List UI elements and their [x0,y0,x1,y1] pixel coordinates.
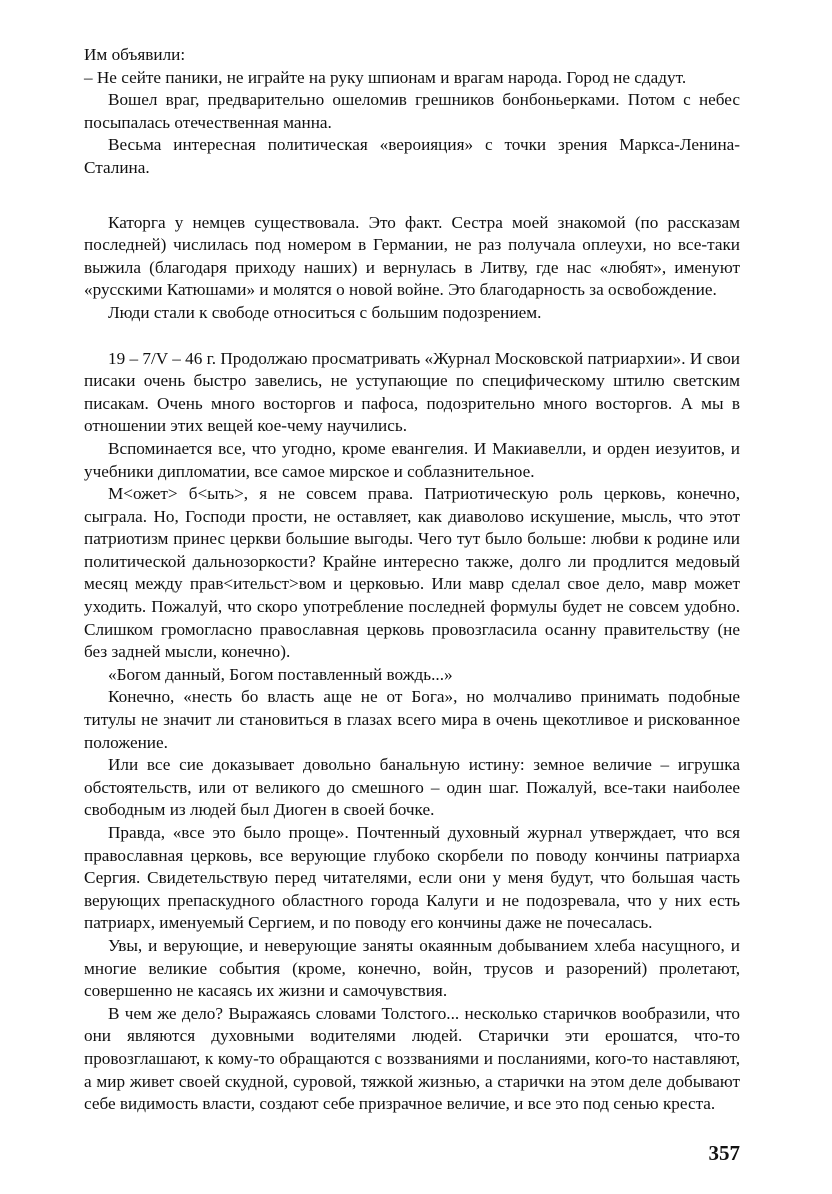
paragraph-patriotic-role: М<ожет> б<ыть>, я не совсем права. Патриотическую роль церковь, конечно, сыграла. Но, Господи прости, не оставляет, как диаволово искушение, мысль, что этот патриотизм принес церкви большие выгоды. Чего тут было больше: любви к родине или политической дальнозоркости? Крайне интересно также, долго ли продлится медовый месяц между прав<ительст>вом и церковью. Или мавр сделал свое дело, мавр может уходить. Пожалуй, что скоро употребление последней формулы будет не совсем удобно. Слишком громогласно православная церковь провозгласила осанну правительству (не без задней мысли, конечно). [84,484,740,662]
paragraph-penal-servitude: Каторга у немцев существовала. Это факт. Сестра моей знакомой (по рассказам последней) числилась под номером в Германии, не раз получала оплеухи, но все-таки выжила (благодаря приходу наших) и вернулась в Литву, где нас «любят», именуют «русскими Катюшами» и молятся о новой войне. Это благодарность за освобождение. [84,212,740,300]
paragraph-quote-panic: – Не сейте паники, не играйте на руку шпионам и врагам народа. Город не сдадут. [84,67,687,87]
page-body [84,44,740,1116]
paragraph-people-suspicion: Люди стали к свободе относиться с большим подозрением. [108,302,542,322]
paragraph-machiavelli: Вспоминается все, что угодно, кроме евангелия. И Макиавелли, и орден иезуитов, и учебники дипломатии, все самое мирское и соблазнительное. [84,438,740,481]
paragraph-dated-entry: 19 – 7/V – 46 г. Продолжаю просматривать «Журнал Московской патриархии». И свои писаки очень быстро завелись, не уступающие по специфическому штилю светским писакам. Очень много восторгов и пафоса, подозрительно много восторгов. А мы в отношении этих вещей кое-чему научились. [84,348,740,436]
paragraph-announcement: Им объявили: [84,45,186,64]
paragraph-daily-bread: Увы, и верующие, и неверующие заняты окаянным добыванием хлеба насущного, и многие великие события (кроме, конечно, войн, трусов и разорений) пролетают, совершенно не касаясь их жизни и самочувствия. [84,935,740,1001]
paragraph-enemy-came: Вошел враг, предварительно ошеломив грешников бонбоньерками. Потом с небес посыпалась отечественная манна. [84,90,740,132]
paragraph-patriarch-sergius: Правда, «все это было проще». Почтенный духовный журнал утверждает, что вся православная церковь, все верующие глубоко скорбели по поводу кончины патриарха Сергия. Свидетельствую перед читателями, если они у меня будут, что большая часть верующих препаскудного областного города Калуги и не подозревала, что у них есть патриарх, именуемый Сергием, и по поводу его кончины даже не почесалась. [84,823,740,933]
paragraph-earthly-greatness: Или все сие доказывает довольно банальную истину: земное величие – игрушка обстоятельств, или от великого до смешного – один шаг. Пожалуй, все-таки наиболее свободным из людей был Диоген в своей бочке. [84,755,740,820]
paragraph-god-given-leader: «Богом данный, Богом поставленный вождь...» [108,664,453,684]
page-number: 357 [708,1141,740,1165]
paragraph-no-power-but-god: Конечно, «несть бо власть аще не от Бога», но молчаливо принимать подобные титулы не значит ли становиться в глазах всего мира в очень щекотливое и рискованное положение. [84,687,740,752]
paragraph-political-version: Весьма интересная политическая «вероияция» с точки зрения Маркса-Ленина-Сталина. [84,135,740,177]
paragraph-tolstoy-elders: В чем же дело? Выражаясь словами Толстого... несколько старичков вообразили, что они являются духовными водителями людей. Старички эти ерошатся, что-то провозглашают, к кому-то обращаются с воззваниями и посланиями, кого-то наставляют, а мир живет своей скудной, суровой, тяжкой жизнью, а старички на этом деле добывают себе видимость власти, создают себе призрачное величие, и все это под сенью креста. [84,1003,740,1114]
